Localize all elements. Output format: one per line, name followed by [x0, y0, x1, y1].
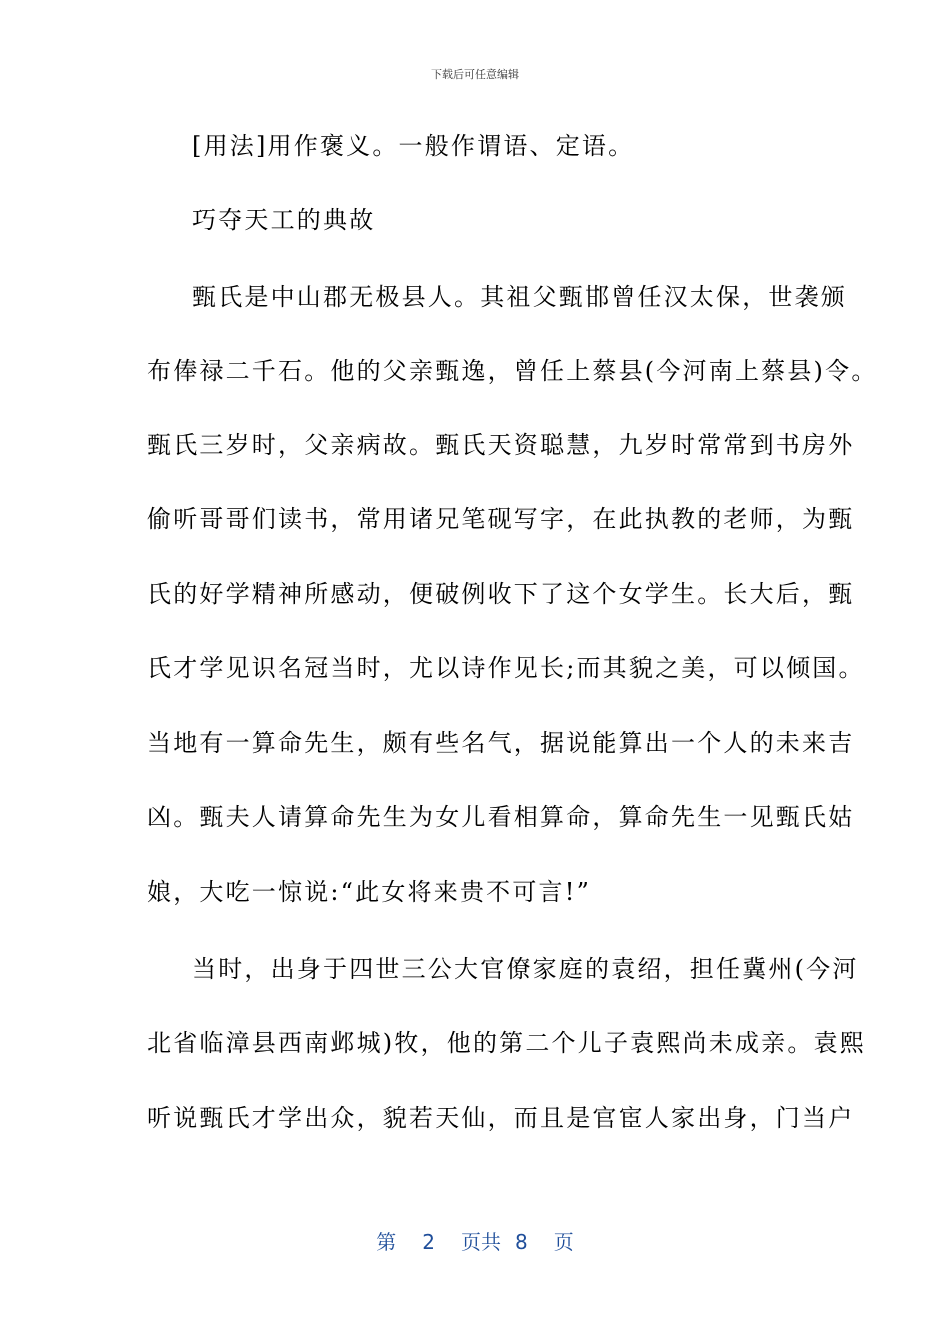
- text-line: 偷听哥哥们读书，常用诸兄笔砚写字，在此执教的老师，为甄: [147, 505, 855, 533]
- text-line: 北省临漳县西南邺城)牧，他的第二个儿子袁熙尚未成亲。袁熙: [147, 1029, 866, 1057]
- text-line: 甄氏是中山郡无极县人。其祖父甄邯曾任汉太保，世袭颁: [192, 283, 847, 311]
- text-line: 当地有一算命先生，颇有些名气，据说能算出一个人的未来吉: [147, 729, 855, 757]
- footer-suffix: 页: [553, 1230, 574, 1254]
- paragraph-usage: [用法]用作褒义。一般作谓语、定语。: [192, 132, 635, 160]
- footer-middle: 页共: [461, 1230, 501, 1254]
- text-line: 氏的好学精神所感动，便破例收下了这个女学生。长大后，甄: [147, 580, 855, 608]
- text-line: 布俸禄二千石。他的父亲甄逸，曾任上蔡县(今河南上蔡县)令。: [147, 357, 878, 385]
- footer-total-pages: 8: [515, 1230, 528, 1254]
- section-heading: 巧夺天工的典故: [192, 206, 376, 234]
- footer-prefix: 第: [376, 1230, 397, 1254]
- text-line: 娘，大吃一惊说:“此女将来贵不可言!”: [147, 878, 592, 906]
- text-line: 听说甄氏才学出众，貌若天仙，而且是官宦人家出身，门当户: [147, 1104, 855, 1132]
- footer-current-page: 2: [422, 1230, 435, 1254]
- page-footer: [0, 1226, 950, 1255]
- text-line: 氏才学见识名冠当时，尤以诗作见长;而其貌之美，可以倾国。: [147, 654, 865, 682]
- header-note: 下载后可任意编辑: [431, 68, 519, 81]
- text-line: 当时，出身于四世三公大官僚家庭的袁绍，担任冀州(今河: [192, 955, 859, 983]
- text-line: 凶。甄夫人请算命先生为女儿看相算命，算命先生一见甄氏姑: [147, 803, 855, 831]
- text-line: 甄氏三岁时，父亲病故。甄氏天资聪慧，九岁时常常到书房外: [147, 431, 855, 459]
